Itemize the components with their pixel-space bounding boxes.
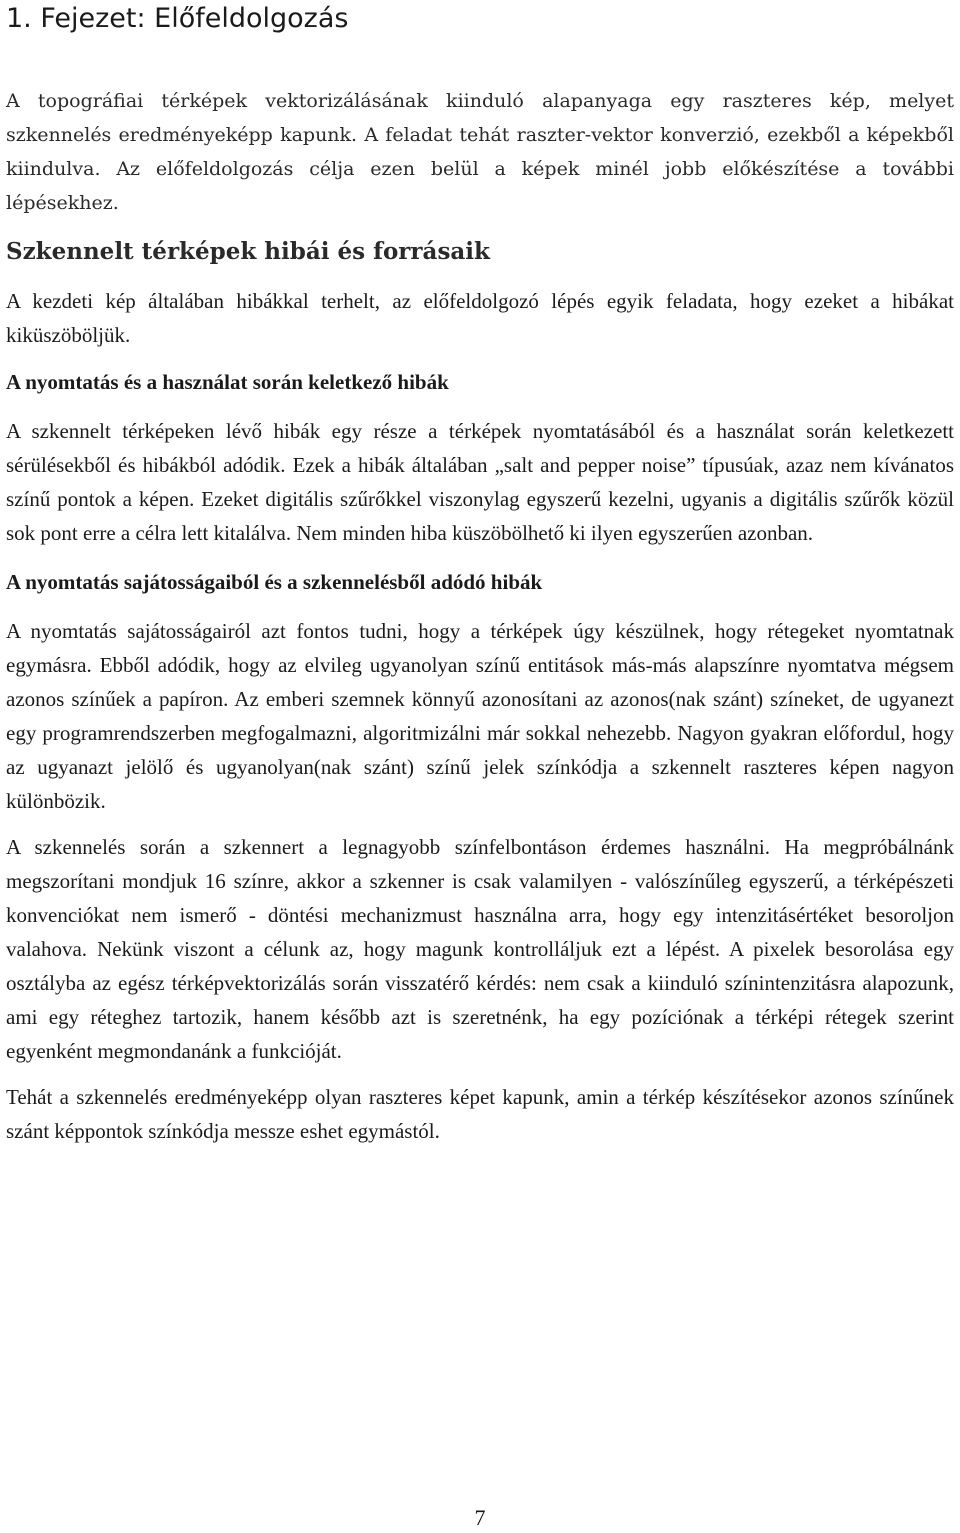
- subsection-paragraph-conclusion: Tehát a szkennelés eredményeképp olyan raszteres képet kapunk, amin a térkép készítésekor azonos színűnek szánt képpontok színkódja messze eshet egymástól.: [6, 1085, 954, 1143]
- subsection-paragraph-printing-usage: A szkennelt térképeken lévő hibák egy része a térképek nyomtatásából és a használat során keletkezett sérülésekből és hibákból adódik. Ezek a hibák általában „salt and pepper noise” típusúak, azaz nem kívánatos színű pontok a képen. Ezeket digitális szűrőkkel viszonylag egyszerű kezelni, ugyanis a digitális szűrők közül sok pont erre a célra lett kitalálva. Nem minden hiba küszöbölhető ki ilyen egyszerűen azonban.: [6, 419, 954, 545]
- subsection-paragraph-layers: A nyomtatás sajátosságairól azt fontos tudni, hogy a térképek úgy készülnek, hogy rétegeket nyomtatnak egymásra. Ebből adódik, hogy az elvileg ugyanolyan színű entitások más-más alapszínre nyomtatva mégsem azonos színűek a papíron. Az emberi szemnek könnyű azonosítani az azonos(nak szánt) színeket, de ugyanezt egy programrendszerben megfogalmazni, algoritmizálni már sokkal nehezebb. Nagyon gyakran előfordul, hogy az ugyanazt jelölő és ugyanolyan(nak szánt) színű jelek színkódja a szkennelt raszteres képen nagyon különbözik.: [6, 619, 954, 813]
- document-page: [6, 0, 954, 1148]
- subsection-title-printing-usage: A nyomtatás és a használat során keletkező hibák: [6, 370, 449, 394]
- subsection-paragraph-scanning: A szkennelés során a szkennert a legnagyobb színfelbontáson érdemes használni. Ha megpróbálnánk megszorítani mondjuk 16 színre, akkor a szkenner is csak valamilyen - valószínűleg egyszerű, a térképészeti konvenciókat nem ismerő - döntési mechanizmust használna arra, hogy egy intenzitásértéket besoroljon valahova. Nekünk viszont a célunk az, hogy magunk kontrolláljuk ezt a lépést. A pixelek besorolása egy osztályba az egész térképvektorizálás során visszatérő kérdés: nem csak a kiinduló színintenzitásra alapozunk, ami egy réteghez tartozik, hanem később azt is szeretnénk, ha egy pozíciónak a térképi rétegek szerint egyenként megmondanánk a funkcióját.: [6, 835, 954, 1063]
- section-title: Szkennelt térképek hibái és forrásaik: [6, 238, 490, 265]
- section-paragraph: A kezdeti kép általában hibákkal terhelt, az előfeldolgozó lépés egyik feladata, hogy ezeket a hibákat kiküszöböljük.: [6, 289, 954, 347]
- subsection-title-printing-scanning: A nyomtatás sajátosságaiból és a szkennelésből adódó hibák: [6, 570, 543, 594]
- chapter-title: 1. Fejezet: Előfeldolgozás: [6, 3, 349, 34]
- intro-paragraph: A topográfiai térképek vektorizálásának kiinduló alapanyaga egy raszteres kép, melyet szkennelés eredményeképp kapunk. A feladat tehát raszter-vektor konverzió, ezekből a képekből kiindulva. Az előfeldolgozás célja ezen belül a képek minél jobb előkészítése a további lépésekhez.: [6, 90, 954, 214]
- page-number: 7: [474, 1505, 486, 1530]
